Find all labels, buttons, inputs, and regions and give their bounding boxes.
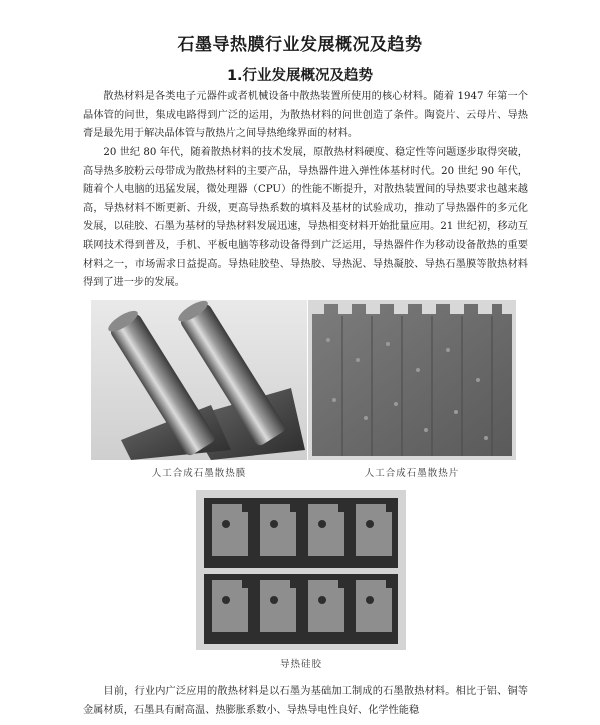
section-heading: 1.行业发展概况及趋势 bbox=[226, 68, 374, 84]
graphite-sheet-photo bbox=[308, 300, 516, 460]
paragraph-3: 目前，行业内广泛应用的散热材料是以石墨为基础加工制成的石墨散热材料。相比于铝、铜等金属材质，石墨具有耐高温、热膨胀系数小、导热导电性良好、化学性能稳 bbox=[83, 686, 528, 716]
paragraph-1: 散热材料是各类电子元器件或者机械设备中散热装置所使用的核心材料。随着 1947 年第一个晶体管的问世，集成电路得到广泛的运用，为散热材料的问世创造了条件。陶瓷片、云母片、导热膏是最先用于解决晶体管与散热片之间导热绝缘界面的材料。 bbox=[83, 91, 528, 140]
figure-caption-3: 导热硅胶 bbox=[279, 659, 322, 670]
thermal-silicone-photo bbox=[196, 490, 406, 650]
graphite-film-rolls-photo bbox=[91, 300, 307, 460]
page-title: 石墨导热膜行业发展概况及趋势 bbox=[177, 35, 423, 55]
figure-caption-2: 人工合成石墨散热片 bbox=[364, 468, 460, 479]
paragraph-2: 20 世纪 80 年代，随着散热材料的技术发展，原散热材料硬度、稳定性等问题逐步取得突破，高导热多胶粉云母带成为散热材料的主要产品，导热器件进入弹性体基材时代。20 世纪 90 年代，随着个人电脑的迅猛发展，微处理器（CPU）的性能不断提升，对散热装置间的导热要求也越来越高，导热材料不断更新、升级，更高导热系数的填料及基材的试验成功，推动了导热器件的多元化发展，以硅胶、石墨为基材的导热材料发展迅速，导热相变材料开始批量应用。21 世纪初，移动互联网技术得到普及，手机、平板电脑等移动设备得到广泛运用，导热器件作为移动设备散热的重要材料之一，市场需求日益提高。导热硅胶垫、导热胶、导热泥、导热凝胶、导热石墨膜等散热材料得到了进一步的发展。 bbox=[83, 147, 528, 289]
figure-caption-1: 人工合成石墨散热膜 bbox=[151, 468, 247, 479]
